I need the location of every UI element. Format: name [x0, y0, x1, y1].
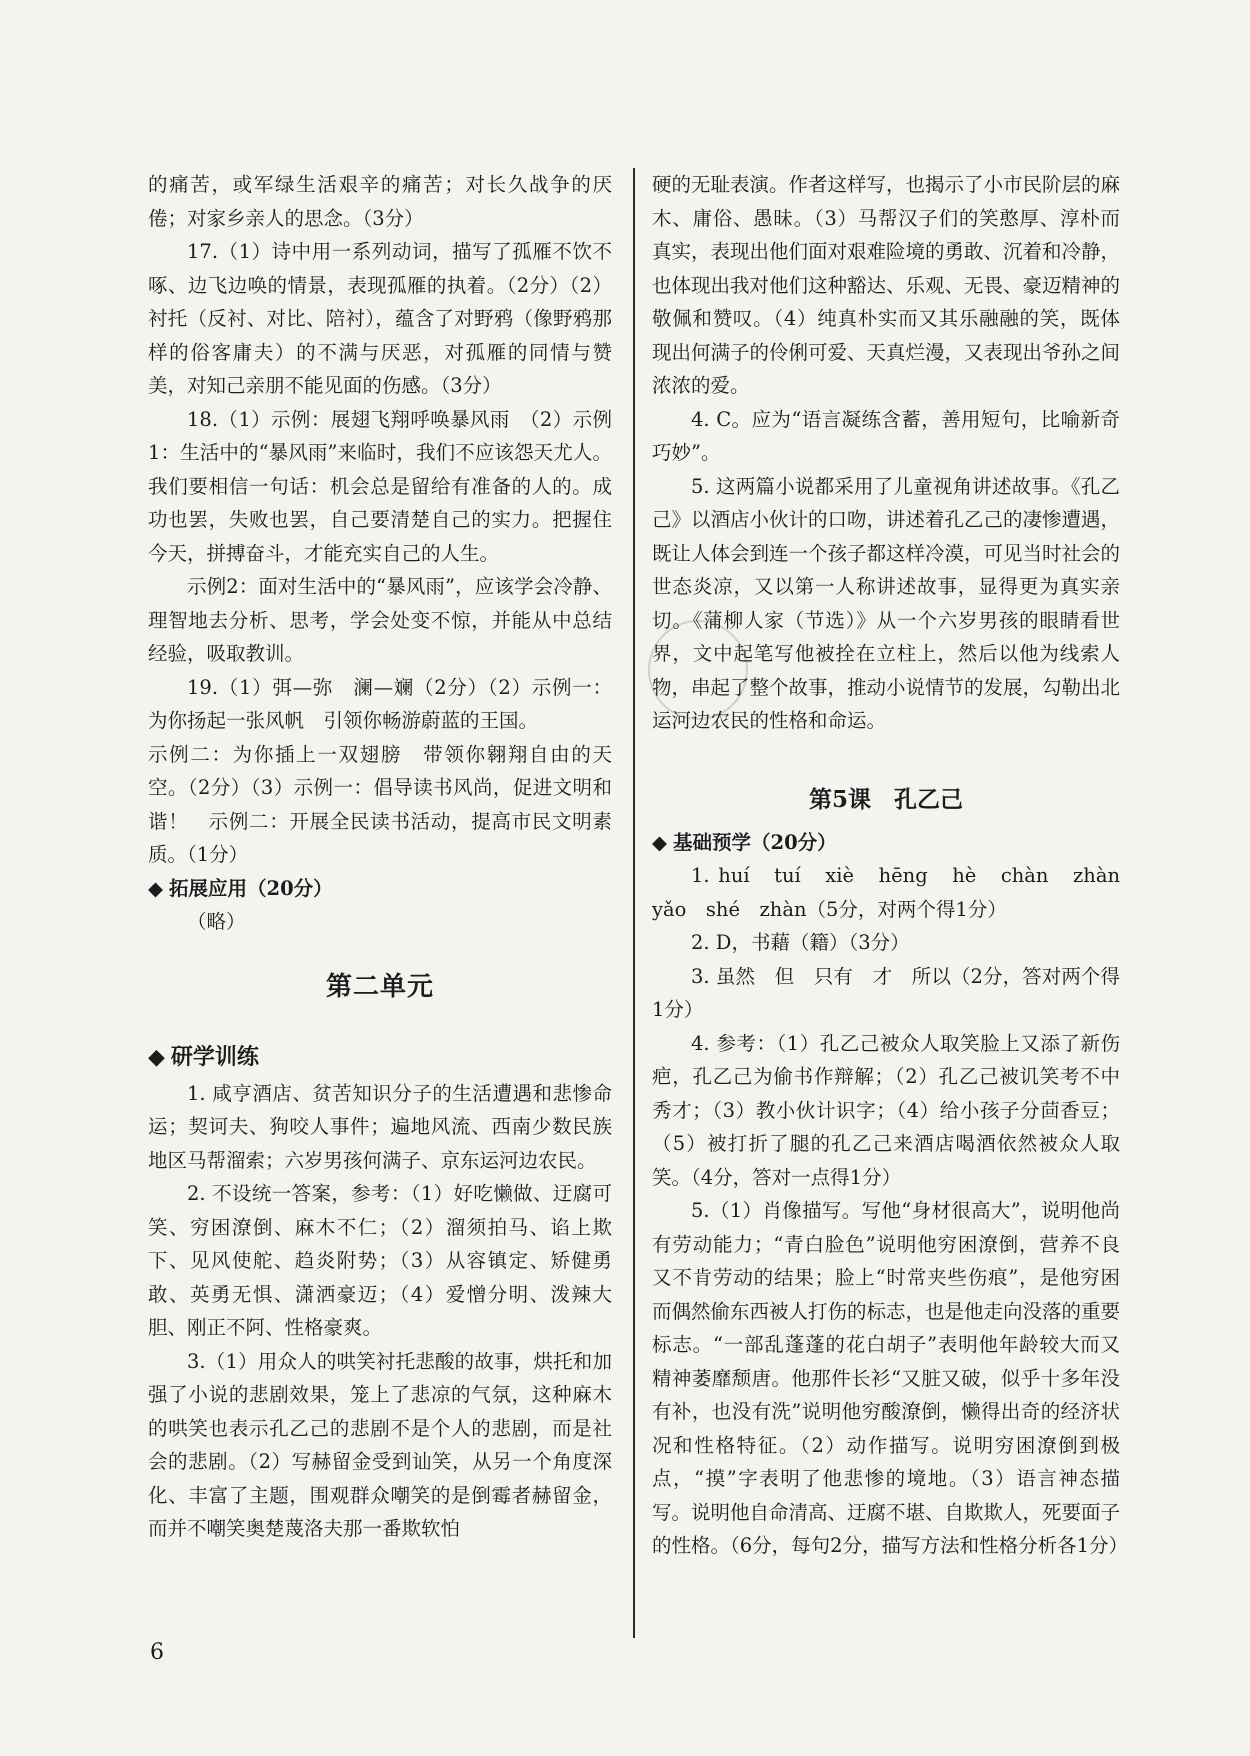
basic-answer-4: 4. 参考：（1）孔乙己被众人取笑脸上又添了新伤疤，孔乙己为偷书作辩解；（2）孔乙己被讥笑考不中秀才；（3）教小伙计识字；（4）给小孩子分茴香豆；（5）被打折了腿的孔乙己来酒店喝酒依然被众人取笑。（4分，答对一点得1分） — [652, 1031, 1120, 1189]
section-heading-research: ◆ 研学训练 — [148, 1037, 612, 1077]
diamond-icon: ◆ — [148, 876, 163, 900]
answer-19-part-a: 19.（1）弭—弥 澜—斓（2分）（2）示例一：为你扬起一张风帆 引领你畅游蔚蓝的王国。 — [148, 675, 612, 732]
left-column — [148, 168, 612, 1546]
research-answer-4: 4. C。应为“语言凝练含蓄，善用短句，比喻新奇巧妙”。 — [652, 407, 1120, 464]
diamond-icon: ◆ — [148, 1043, 165, 1070]
answer-17: 17.（1）诗中用一系列动词，描写了孤雁不饮不啄、边飞边唤的情景，表现孤雁的执着。（2分）（2）衬托（反衬、对比、陪衬），蕴含了对野鸦（像野鸦那样的俗客庸夫）的不满与厌恶，对孤雁的同情与赞美，对知己亲朋不能见面的伤感。（3分） — [148, 240, 612, 397]
answer-19-part-b: 示例二：为你插上一双翅膀 带领你翱翔自由的天空。（2分）（3）示例一：倡导读书风尚，促进文明和谐！ 示例二：开展全民读书活动，提高市民文明素质。（1分） — [148, 742, 612, 866]
section-heading-expand: ◆ 拓展应用（20分） — [148, 872, 612, 906]
basic-answer-5: 5.（1）肖像描写。写他“身材很高大”，说明他尚有劳动能力；“青白脸色”说明他穷困潦倒，营养不良又不肯劳动的结果；脸上“时常夹些伤痕”，是他穷困而偶然偷东西被人打伤的标志，也是他走向没落的重要标志。“一部乱蓬蓬的花白胡子”表明他年龄较大而又精神萎靡颓唐。他那件长衫“又脏又破，似乎十多年没有补，也没有洗”说明他穷酸潦倒，懒得出奇的经济状况和性格特征。（2）动作描写。说明穷困潦倒到极点，“摸”字表明了他悲惨的境地。（3）语言神态描写。说明他自命清高、迂腐不堪、自欺欺人，死要面子的性格。（6分，每句2分，描写方法和性格分析各1分） — [652, 1199, 1128, 1557]
research-answer-2: 2. 不设统一答案，参考：（1）好吃懒做、迂腐可笑、穷困潦倒、麻木不仁；（2）溜须拍马、谄上欺下、见风使舵、趋炎附势；（3）从容镇定、矫健勇敢、英勇无惧、潇洒豪迈；（4）爱憎分明、泼辣大胆、刚正不阿、性格豪爽。 — [148, 1182, 612, 1339]
lesson-title: 第5课 孔乙己 — [808, 785, 963, 813]
expand-omitted: （略） — [187, 910, 246, 933]
right-column — [652, 168, 1140, 1563]
research-answer-1: 1. 咸亨酒店、贫苦知识分子的生活遭遇和悲惨命运；契诃夫、狗咬人事件；遍地风流、西南少数民族地区马帮溜索；六岁男孩何满子、京东运河边农民。 — [148, 1081, 612, 1172]
answer-18: 18.（1）示例：展翅飞翔呼唤暴风雨 （2）示例1：生活中的“暴风雨”来临时，我们不应该怨天尤人。我们要相信一句话：机会总是留给有准备的人的。成功也罢，失败也罢，自己要清楚自己的实力。把握住今天，拼搏奋斗，才能充实自己的人生。 — [148, 407, 612, 565]
section-heading-basic: ◆ 基础预学（20分） — [652, 826, 1120, 860]
basic-answer-1: 1. huí tuí xiè hēng hè chàn zhàn yǎo shé zhàn（5分，对两个得1分） — [652, 864, 1140, 921]
answer-18-example-2: 示例2：面对生活中的“暴风雨”，应该学会冷静、理智地去分析、思考，学会处变不惊，并能从中总结经验，吸取教训。 — [148, 575, 612, 665]
unit-title: 第二单元 — [325, 971, 434, 1002]
research-answer-3-continued: 硬的无耻表演。作者这样写，也揭示了小市民阶层的麻木、庸俗、愚昧。（3）马帮汉子们的笑憨厚、淳朴而真实，表现出他们面对艰难险境的勇敢、沉着和冷静，也体现出我对他们这种豁达、乐观、无畏、豪迈精神的敬佩和赞叹。（4）纯真朴实而又其乐融融的笑，既体现出何满子的伶俐可爱、天真烂漫，又表现出爷孙之间浓浓的爱。 — [652, 173, 1121, 397]
diamond-icon: ◆ — [652, 830, 667, 854]
basic-answer-2: 2. D，书藉（籍）（3分） — [691, 931, 910, 954]
answer-16-continued: 的痛苦，或军绿生活艰辛的痛苦；对长久战争的厌倦；对家乡亲人的思念。（3分） — [148, 173, 612, 230]
page-number: 6 — [150, 1640, 164, 1665]
basic-answer-3: 3. 虽然 但 只有 才 所以（2分，答对两个得1分） — [652, 964, 1120, 1021]
research-answer-3: 3.（1）用众人的哄笑衬托悲酸的故事，烘托和加强了小说的悲剧效果，笼上了悲凉的气氛，这种麻木的哄笑也表示孔乙己的悲剧不是个人的悲剧，而是社会的悲剧。（2）写赫留金受到讪笑，从另一个角度深化、丰富了主题，围观群众嘲笑的是倒霉者赫留金，而并不嘲笑奥楚蔑洛夫那一番欺软怕 — [148, 1349, 612, 1540]
research-answer-5: 5. 这两篇小说都采用了儿童视角讲述故事。《孔乙己》以酒店小伙计的口吻，讲述着孔乙己的凄惨遭遇，既让人体会到连一个孩子都这样冷漠，可见当时社会的世态炎凉，又以第一人称讲述故事，显得更为真实亲切。《蒲柳人家（节选）》从一个六岁男孩的眼睛看世界，文中起笔写他被拴在立柱上，然后以他为线索人物，串起了整个故事，推动小说情节的发展，勾勒出北运河边农民的性格和命运。 — [652, 474, 1121, 732]
column-divider — [633, 168, 635, 1638]
